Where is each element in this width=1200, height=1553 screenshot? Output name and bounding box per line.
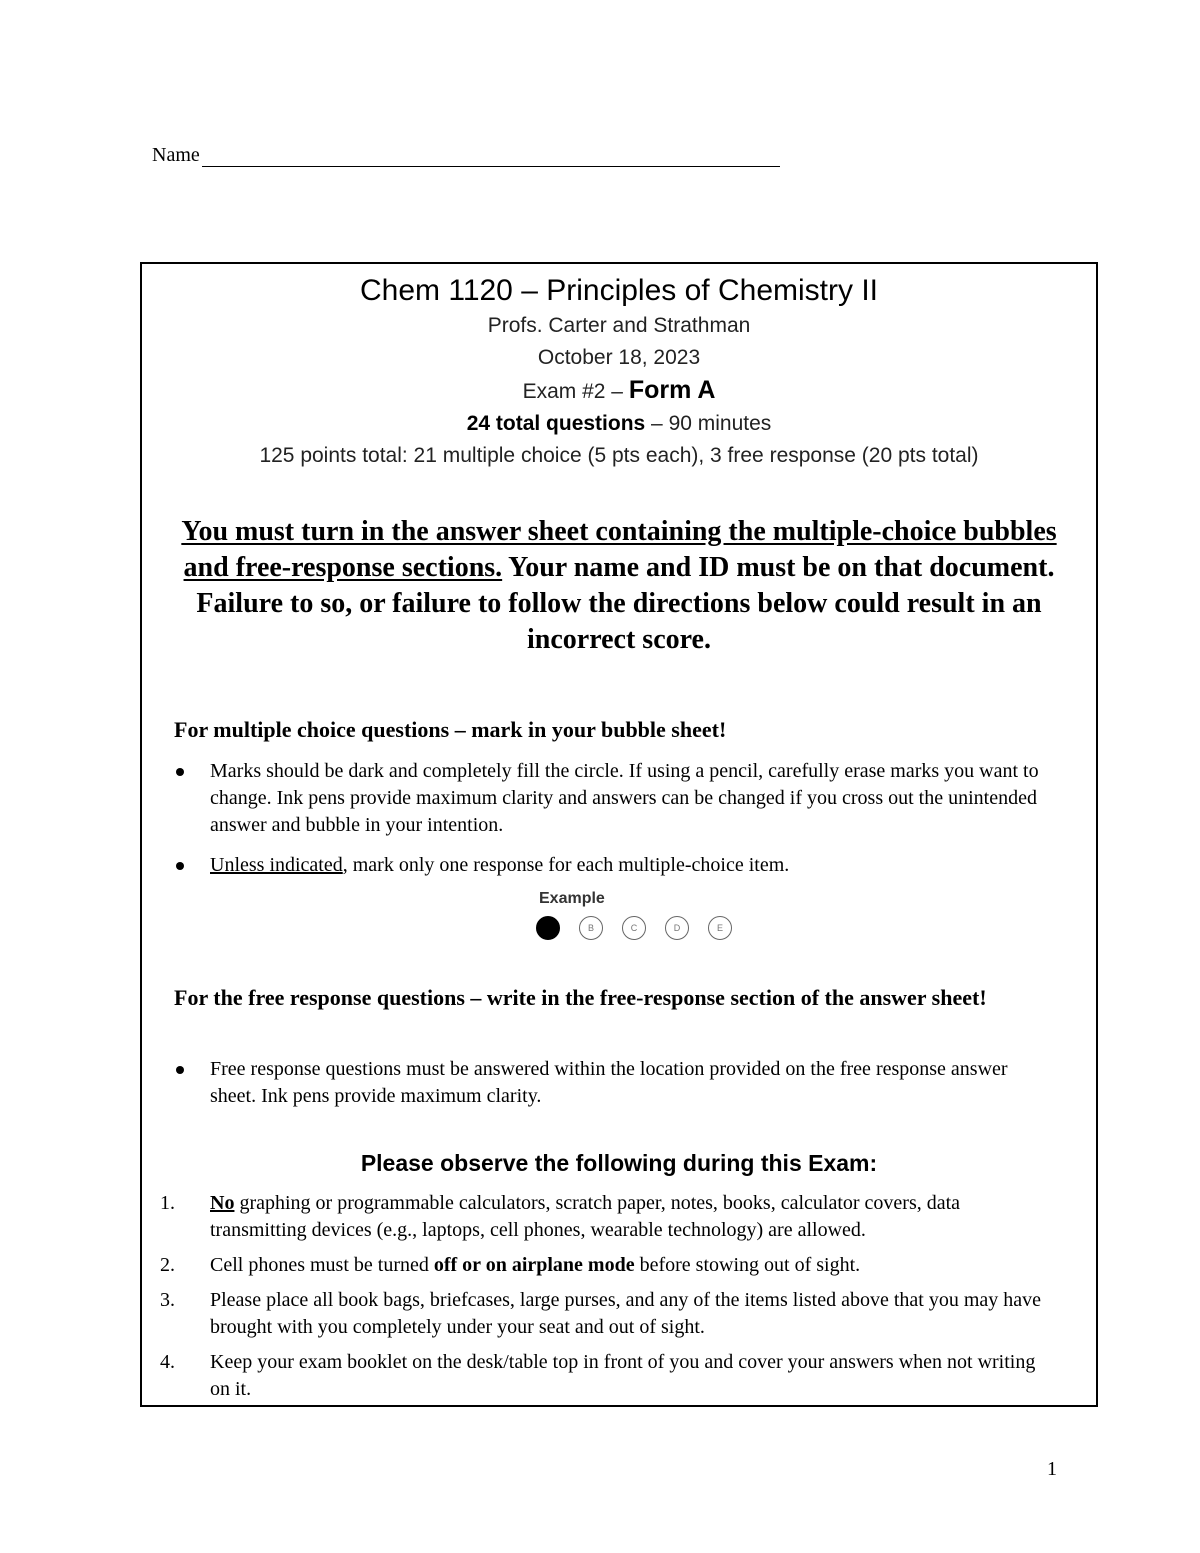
name-label: Name xyxy=(152,144,200,166)
mc-bullet-2-underlined: Unless indicated xyxy=(210,854,343,876)
bubble-e: E xyxy=(708,916,732,940)
warning-underlined: You must turn in the answer sheet containing the multiple-choice bubbles and free-response sections. xyxy=(181,516,1057,583)
name-blank-line[interactable] xyxy=(202,146,780,167)
rule-2-emphasis: off or on airplane mode xyxy=(433,1254,635,1276)
rule-number: 3. xyxy=(160,1289,175,1311)
total-questions: 24 total questions xyxy=(466,412,646,435)
bubble-example xyxy=(536,890,756,940)
example-label: Example xyxy=(539,890,605,907)
fr-heading: For the free response questions – write in the free-response section of the answer sheet! xyxy=(174,985,987,1010)
course-title: Chem 1120 – Principles of Chemistry II xyxy=(360,274,878,307)
rule-2-pre: Cell phones must be turned xyxy=(210,1254,434,1276)
question-summary xyxy=(142,412,1096,436)
rule-1-text: graphing or programmable calculators, scratch paper, notes, books, calculator covers, data transmitting devices (e.g., laptops, cell phones, wearable technology) are allowed. xyxy=(210,1192,961,1241)
list-item xyxy=(174,852,1056,879)
bullet-icon xyxy=(176,768,184,776)
exam-number: Exam #2 – xyxy=(522,380,629,403)
fr-instructions xyxy=(174,1056,1056,1123)
list-item xyxy=(174,758,1056,839)
exam-cover-box xyxy=(140,262,1098,1407)
warning-rest: Your name and ID must be on that document. Failure to so, or failure to follow the directions below could result in an incorrect score. xyxy=(196,552,1055,655)
exam-form-line xyxy=(142,376,1096,405)
rule-1-emphasis: No xyxy=(210,1192,235,1214)
bullet-icon xyxy=(176,862,184,870)
list-item xyxy=(160,1252,1056,1279)
time-limit: – 90 minutes xyxy=(645,412,772,435)
list-item xyxy=(174,1056,1056,1110)
exam-rules xyxy=(160,1190,1056,1411)
page-number: 1 xyxy=(1047,1458,1057,1480)
rule-number: 2. xyxy=(160,1254,175,1276)
bubble-b: B xyxy=(579,916,603,940)
list-item xyxy=(160,1190,1056,1244)
name-field[interactable] xyxy=(152,144,780,167)
rule-number: 4. xyxy=(160,1351,175,1373)
exam-form: Form A xyxy=(628,376,716,404)
mc-instructions xyxy=(174,758,1056,892)
example-bubbles xyxy=(536,916,756,940)
list-item xyxy=(160,1349,1056,1403)
professors: Profs. Carter and Strathman xyxy=(487,314,751,337)
mc-bullet-1-text: Marks should be dark and completely fill the circle. If using a pencil, carefully erase marks you want to change. Ink pens provide maximum clarity and answers can be changed if you cross out the unintended answer and bubble in your intention. xyxy=(210,760,1039,836)
list-item xyxy=(160,1287,1056,1341)
fr-bullet-1-text: Free response questions must be answered within the location provided on the free response answer sheet. Ink pens provide maximum clarity. xyxy=(210,1058,1008,1107)
rule-number: 1. xyxy=(160,1192,175,1214)
bubble-d: D xyxy=(665,916,689,940)
exam-date: October 18, 2023 xyxy=(537,346,701,369)
answer-sheet-warning xyxy=(162,514,1076,658)
rule-4-text: Keep your exam booklet on the desk/table top in front of you and cover your answers when not writing on it. xyxy=(210,1351,1036,1400)
points-summary: 125 points total: 21 multiple choice (5 pts each), 3 free response (20 pts total) xyxy=(259,444,979,467)
mc-heading: For multiple choice questions – mark in your bubble sheet! xyxy=(174,717,727,742)
bubble-c: C xyxy=(622,916,646,940)
mc-bullet-2-text: , mark only one response for each multiple-choice item. xyxy=(342,854,790,876)
bullet-icon xyxy=(176,1066,184,1074)
observe-heading: Please observe the following during this Exam: xyxy=(360,1150,878,1176)
bubble-a xyxy=(536,916,560,940)
rule-2-post: before stowing out of sight. xyxy=(634,1254,861,1276)
rule-3-text: Please place all book bags, briefcases, large purses, and any of the items listed above that you may have brought with you completely under your seat and out of sight. xyxy=(210,1289,1042,1338)
